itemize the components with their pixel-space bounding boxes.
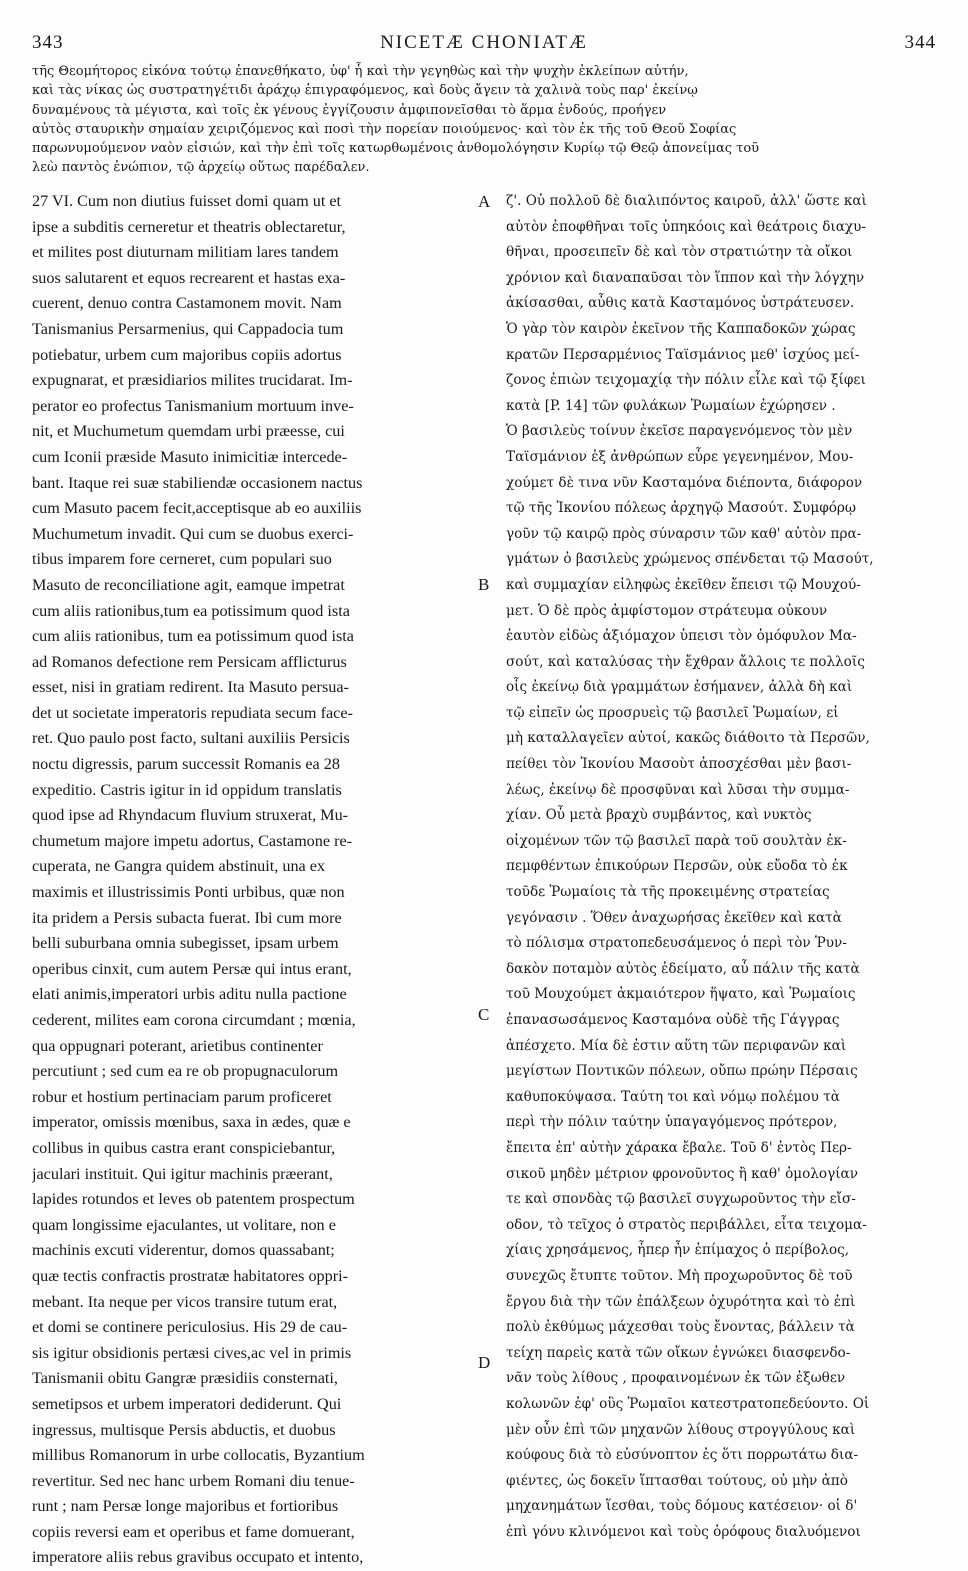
latin-text-line: maximis et illustrissimis Ponti urbibus, quæ non xyxy=(32,883,345,902)
page-number-right: 344 xyxy=(904,32,936,53)
latin-text-line: percutiunt ; sed cum ea re ob propugnaculorum xyxy=(32,1062,339,1081)
page-number-left: 343 xyxy=(32,32,64,53)
greek-text-line: μετ. Ὁ δὲ πρὸς ἀμφίστομον στράτευμα οὐκουν xyxy=(506,602,828,619)
latin-text-line: esset, nisi in gratiam redirent. Ita Masuto persua- xyxy=(32,678,349,697)
latin-text-line: semetipsos et urbem imperatori dediderunt. Qui xyxy=(32,1394,342,1413)
latin-text-line: mebant. Ita neque per vicos transire tutum erat, xyxy=(32,1292,338,1311)
greek-text-line: ἔργου διὰ τὴν τῶν ἐπάλξεων ὀχυρότητα καὶ τὸ ἐπὶ xyxy=(506,1293,856,1310)
greek-text-line: ἀκίσασθαι, αὖθις κατὰ Κασταμόνος ὑστράτευσεν. xyxy=(506,295,855,312)
greek-text-line: τοῦ Μουχούμετ ἀκμαιότερον ἥψατο, καὶ Ῥωμαίοις xyxy=(506,986,856,1003)
latin-text-line: collibus in quibus castra erant conspiciebantur, xyxy=(32,1138,336,1157)
greek-text-line: ἑαυτὸν εἰδὼς ἀξιόμαχον ὑπεισι τὸν ὁμόφυλον Μα- xyxy=(506,628,857,645)
latin-text-line: perator eo profectus Tanismanium mortuum inve- xyxy=(32,396,354,415)
greek-text-line: περὶ τὴν πόλιν ταύτην ὑπαγαγόμενος πρότερον, xyxy=(506,1114,838,1131)
greek-text-line: λέως, ἐκείνῳ δὲ προσφῦναι καὶ λῦσαι τὴν συμμα- xyxy=(506,781,850,798)
latin-text-line: potiebatur, urbem cum majoribus copiis adortus xyxy=(32,345,342,364)
greek-text-line: καθυποκύψασα. Ταύτη τοι καὶ νόμῳ πολέμου τὰ xyxy=(506,1088,840,1105)
greek-text-line: γεγόνασιν . Ὅθεν ἀναχωρήσας ἐκεῖθεν καὶ κατὰ xyxy=(506,909,842,926)
latin-text-line: lapides rotundos et leves ob patentem prospectum xyxy=(32,1190,355,1209)
latin-text-line: det ut societate imperatoris repudiata secum face- xyxy=(32,703,353,722)
greek-text-line: Ὁ βασιλεὺς τοίνυν ἐκεῖσε παραγενόμενος τὸν μὲν xyxy=(506,423,853,440)
greek-text-line: ἔπειτα ἐπ' αὐτὴν χάρακα ἔβαλε. Τοῦ δ' ἐντὸς Περ- xyxy=(506,1139,852,1156)
greek-text-line: χρόνιον καὶ διαναπαῦσαι τὸν ἵππον καὶ τὴν λόγχην xyxy=(506,269,865,286)
greek-text-line: γοῦν τῷ καιρῷ πρὸς σύναρσιν τῶν καθ' αὐτὸν πρα- xyxy=(506,525,862,542)
greek-text-line: θῆναι, προσειπεῖν δὲ καὶ τὸν στρατιώτην τὰ οἴκοι xyxy=(506,244,853,261)
greek-text-line: πείθει τὸν Ἰκονίου Μασοὺτ ἀποσχέσθαι μὲν βασι- xyxy=(506,756,852,773)
greek-text-line: σούτ, καὶ καταλύσας τὴν ἔχθραν ἄλλοις τε πολλοῖς xyxy=(506,653,865,670)
latin-text-line: copiis reversi eam et operibus et fame domuerant, xyxy=(32,1522,355,1541)
greek-text-line: ζονος ἐπιὼν τειχομαχίᾳ τὴν πόλιν εἷλε καὶ τῷ ξίφει xyxy=(506,372,866,389)
latin-text-line: cederent, milites eam corona circumdant ; mœnia, xyxy=(32,1011,356,1029)
greek-text-line: σικοῦ μηδὲν μέτριον φρονοῦντος ἢ καθ' ὁμολογίαν xyxy=(506,1165,858,1182)
latin-text-line: runt ; nam Persæ longe majoribus et fortioribus xyxy=(32,1497,339,1516)
greek-text-line: τῷ τῆς Ἰκονίου πόλεως ἀρχηγῷ Μασούτ. Συμφόρῳ xyxy=(506,500,857,517)
greek-text-line: μὲν οὖν ἐπὶ τῶν μηχανῶν λίθους στρογγύλους καὶ xyxy=(506,1421,856,1438)
greek-text-line: ἐπανασωσάμενος Κασταμόνα οὐδὲ τῆς Γάγγρας xyxy=(506,1012,840,1028)
latin-text-line: quam longissime ejaculantes, ut volitare, non e xyxy=(32,1215,336,1234)
latin-text-line: ret. Quo paulo post facto, sultani auxiliis Persicis xyxy=(32,729,350,748)
greek-text-line: παρωνυμούμενον ναὸν εἰσιών, καὶ τὴν ἐπὶ τοῖς κατωρθωμένοις ἀνθομολόγησιν Κυρίῳ τῷ Θεῷ ἀπονείμας τοῦ xyxy=(32,141,760,157)
margin-letter-d: D xyxy=(478,1353,491,1372)
greek-text-line: πεμφθέντων ἐπικούρων Περσῶν, οὐκ εὔοδα τὸ ἐκ xyxy=(506,858,848,875)
latin-text-line: cum Iconii præside Masuto inimicitiæ intercede- xyxy=(32,447,348,466)
latin-text-line: tibus imparem fore cerneret, cum populari suo xyxy=(32,550,332,569)
greek-text-line: λεὼ παντὸς ἐνώπιον, τῷ ἀρχείῳ οὕτως παρέδαλεν. xyxy=(32,160,370,176)
latin-text-line: cum aliis rationibus, tum ea potissimum quod ista xyxy=(32,627,354,646)
latin-text-line: robur et hostium pertinaciam parum proficeret xyxy=(32,1087,332,1106)
greek-text-line: οδον, τὸ τεῖχος ὁ στρατὸς περιβάλλει, εἶτα τειχομα- xyxy=(506,1216,867,1233)
latin-text-line: Tanismanii obitu Gangræ præsidiis consternati, xyxy=(32,1369,338,1388)
latin-text-line: quæ tectis confractis prostratæ habitatores oppri- xyxy=(32,1266,349,1285)
latin-text-line: elati animis,imperatori urbis aditu nulla pactione xyxy=(32,985,347,1004)
greek-text-line: τῷ εἰπεῖν ὡς προσρυεὶς τῷ βασιλεῖ Ῥωμαίων, εἰ xyxy=(506,704,839,721)
latin-text-line: cuperata, ne Gangra quidem abstinuit, una ex xyxy=(32,857,326,876)
latin-text-line: imperator, omissis mœnibus, saxa in ædes, quæ e xyxy=(32,1113,351,1132)
latin-text-line: operibus cinxit, cum autem Persæ qui intus erant, xyxy=(32,959,352,978)
greek-text-line: γμάτων ὁ βασιλεὺς χρώμενος σπένδεται τῷ Μασούτ, xyxy=(506,551,874,568)
latin-text-line: et domi se continere periculosius. His 29 de cau- xyxy=(32,1318,348,1337)
page-header xyxy=(32,32,936,58)
greek-text-line: κατὰ [P. 14] τῶν φυλάκων Ῥωμαίων ἐχώρησεν . xyxy=(506,397,836,414)
latin-text-line: expeditio. Castris igitur in id oppidum translatis xyxy=(32,780,342,799)
greek-text-line: τῆς Θεομήτορος εἰκόνα τούτῳ ἐπανεθήκατο, ὑφ' ἧ καὶ τὴν γεγηθὼς καὶ τὴν ψυχὴν ἐκλείπων αὐτήν, xyxy=(32,64,689,79)
margin-letter-a: A xyxy=(478,192,491,211)
greek-column xyxy=(506,189,936,1545)
latin-text-line: et milites post diuturnam militiam lares tandem xyxy=(32,243,339,262)
latin-text-line: belli suburbana omnia subegisset, ipsam urbem xyxy=(32,934,339,953)
latin-text-line: suos salutarent et equos recrearent et hastas exa- xyxy=(32,268,346,287)
latin-text-line: Masuto de reconciliatione agit, eamque impetrat xyxy=(32,575,345,594)
greek-text-line: μὴ καταλλαγεῖεν αὐτοί, κακῶς διάθοιτο τὰ Περσῶν, xyxy=(506,730,870,747)
greek-text-line: ἀπέσχετο. Μία δὲ ἐστιν αὕτη τῶν περιφανῶν καὶ xyxy=(506,1037,847,1054)
latin-text-line: machinis excuti viderentur, domos quassabant; xyxy=(32,1241,335,1260)
latin-text-line: jaculari instituit. Qui igitur machinis præerant, xyxy=(32,1164,333,1183)
latin-text-line: 27 VI. Cum non diutius fuisset domi quam ut et xyxy=(32,192,342,210)
greek-text-line: αὐτὸν ἐποφθῆναι τοῖς ὑπηκόοις καὶ θεάτροις διαχυ- xyxy=(506,218,867,235)
margin-letter-b: B xyxy=(478,575,490,594)
latin-text-line: imperatore aliis rebus gravibus occupato et intento, xyxy=(32,1548,364,1567)
greek-text-line: Ταϊσμάνιον ἐξ ἀνθρώπων εὗρε γεγενημένον, Μου- xyxy=(506,448,854,465)
latin-text-line: cum aliis rationibus,tum ea potissimum quod ista xyxy=(32,601,350,620)
latin-text-line: ad Romanos defectione rem Persicam afflicturus xyxy=(32,652,347,671)
greek-text-line: καὶ τὰς νίκας ὡς συστρατηγέτιδι ἀράχῳ ἐπιγραφόμενος, καὶ δοὺς ἄγειν τὰ χαλινὰ τοὺς παρ' ἐκείνῳ xyxy=(32,83,698,99)
latin-text-line: cum Masuto pacem fecit,acceptisque ab eo auxiliis xyxy=(32,499,362,518)
greek-text-line: δυναμένους τὰ μέγιστα, καὶ τοῖς ἐκ γένους ἐγγίζουσιν ἀμφιπονεῖσθαι τὸ ἅρμα ἐνδούς, προήγεν xyxy=(32,102,667,118)
greek-text-line: κολωνῶν ἐφ' οὓς Ῥωμαῖοι κατεστρατοπεδεύοντο. Οἱ xyxy=(506,1395,870,1412)
greek-text-line: αὐτὸς σταυρικὴν σημαίαν χειριζόμενος καὶ ποσὶ τὴν πορείαν ποιούμενος· καὶ τὸν ἐκ τῆς τοῦ Θεοῦ Σοφίας xyxy=(32,121,737,137)
latin-text-line: expugnarat, et præsidiarios milites trucidarat. Im- xyxy=(32,371,353,390)
greek-text-line: δακὸν ποταμὸν αὐτὸς ἐδείματο, αὖ πάλιν τῆς κατὰ xyxy=(506,960,860,977)
greek-text-line: νᾶν τοὺς λίθους , προφαινομένων ἐκ τῶν ἐξωθεν xyxy=(506,1370,846,1387)
top-greek-paragraph xyxy=(32,62,938,178)
greek-text-line: χούμετ δὲ τινα νῦν Κασταμόνα διέποντα, διάφορον xyxy=(506,474,863,491)
greek-text-line: χίαν. Οὗ μετὰ βραχὺ συμβάντος, καὶ νυκτὸς xyxy=(506,807,812,824)
latin-text-line: Muchumetum invadit. Qui cum se duobus exerci- xyxy=(32,524,354,543)
latin-column xyxy=(32,189,468,1571)
latin-text-line: quod ipse ad Rhyndacum fluvium struxerat, Mu- xyxy=(32,806,349,825)
greek-text-line: καὶ συμμαχίαν εἰληφὼς ἐκεῖθεν ἔπεισι τῷ Μουχού- xyxy=(506,576,861,593)
latin-text-line: bant. Itaque rei suæ stabiliendæ occasionem nactus xyxy=(32,473,363,492)
latin-text-line: ingressus, multisque Persis abductis, et duobus xyxy=(32,1420,336,1439)
running-title: NICETÆ CHONIATÆ xyxy=(380,32,588,53)
latin-text-line: chumetum majore impetu adortus, Castamone re- xyxy=(32,831,353,850)
greek-text-line: κούφους διὰ τὸ εὐσύνοπτον ἐς ὅτι πορρωτάτω δια- xyxy=(506,1447,859,1464)
latin-text-line: cuerent, denuo contra Castamonem movit. Nam xyxy=(32,294,342,313)
margin-letter-c: C xyxy=(478,1005,490,1024)
greek-text-line: μηχανημάτων ἵεσθαι, τοὺς δόμους κατέσειον· οἱ δ' xyxy=(506,1498,858,1515)
greek-text-line: τοῦδε Ῥωμαίοις τὰ τῆς προκειμένης στρατείας xyxy=(506,884,830,901)
latin-text-line: nit, et Muchumetum quemdam urbi præesse, cui xyxy=(32,422,345,441)
greek-text-line: Ὁ γὰρ τὸν καιρὸν ἐκεῖνον τῆς Καππαδοκῶν χώρας xyxy=(506,320,856,337)
greek-text-line: οἰχομένων τῶν τῷ βασιλεῖ παρὰ τοῦ σουλτὰν ἐκ- xyxy=(506,832,847,849)
latin-text-line: millibus Romanorum in urbe collocatis, Byzantium xyxy=(32,1446,365,1465)
greek-text-line: ζ'. Οὐ πολλοῦ δὲ διαλιπόντος καιροῦ, ἀλλ' ὥστε καὶ xyxy=(506,193,867,209)
greek-text-line: οἷς ἐκείνῳ διὰ γραμμάτων ἐσήμανεν, ἀλλὰ δὴ καὶ xyxy=(506,679,853,696)
latin-text-line: ita pridem a Persis subacta fuerat. Ibi cum more xyxy=(32,908,342,927)
greek-text-line: χίαις χρησάμενος, ἧπερ ἦν ἐπίμαχος ὁ περίβολος, xyxy=(506,1242,850,1259)
greek-text-line: ἐπὶ γόνυ κλινόμενοι καὶ τοὺς ὀρόφους διαλυόμενοι xyxy=(506,1523,861,1540)
latin-text-line: revertitur. Sed nec hanc urbem Romani diu tenue- xyxy=(32,1471,355,1490)
greek-text-line: τε καὶ σπονδὰς τῷ βασιλεῖ συγχωροῦντος τὴν εἴσ- xyxy=(506,1191,856,1208)
latin-text-line: noctu digressis, parum successit Romanis ea 28 xyxy=(32,755,340,774)
greek-text-line: μεγίστων Ποντικῶν πόλεων, οὔπω πρώην Πέρσαις xyxy=(506,1063,858,1080)
greek-text-line: συνεχῶς ἔτυπτε τοῦτον. Μὴ προχωροῦντος δὲ τοῦ xyxy=(506,1267,853,1284)
latin-text-line: ipse a subditis cerneretur et theatris oblectaretur, xyxy=(32,217,346,236)
latin-text-line: sis igitur obsidionis pertæsi cives,ac vel in primis xyxy=(32,1343,352,1362)
greek-text-line: τὸ πόλισμα στρατοπεδευσάμενος ὁ περὶ τὸν Ῥυν- xyxy=(506,935,847,952)
greek-text-line: πολὺ ἐκθύμως μάχεσθαι τοὺς ἔνοντας, βάλλειν τὰ xyxy=(506,1319,855,1336)
greek-text-line: κρατῶν Περσαρμένιος Ταϊσμάνιος μεθ' ἰσχύος μεί- xyxy=(506,346,860,363)
greek-text-line: φιέντες, ὡς δοκεῖν ἵπτασθαι τούτους, οὐ μὴν ἀπὸ xyxy=(506,1472,848,1489)
latin-text-line: Tanismanius Persarmenius, qui Cappadocia tum xyxy=(32,319,344,338)
greek-text-line: τείχη παρεὶς κατὰ τῶν οἴκων ἐγνώκει διασφενδο- xyxy=(506,1344,851,1361)
latin-text-line: qua oppugnari poterant, arietibus continenter xyxy=(32,1036,323,1055)
